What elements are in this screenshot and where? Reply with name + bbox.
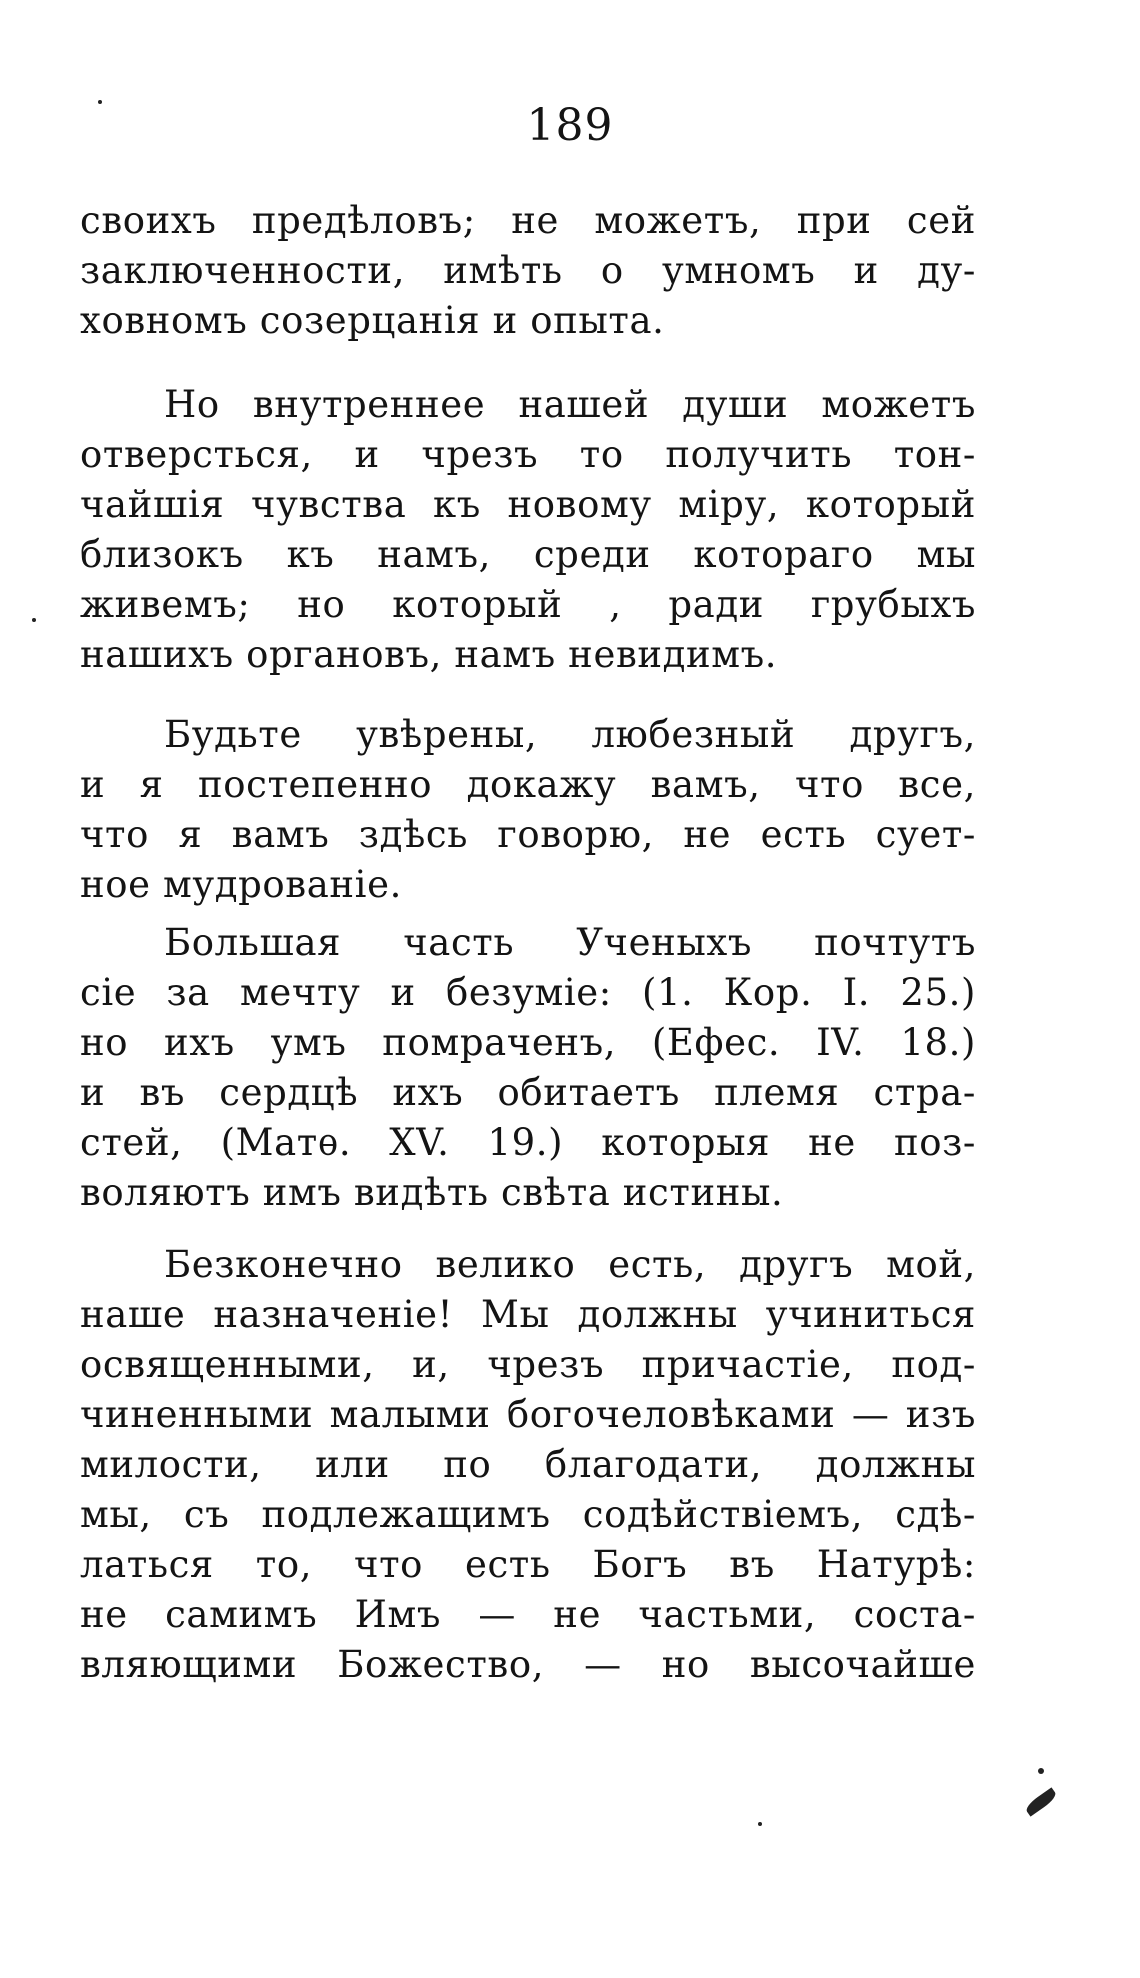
text-line: вляющими Божество, — но высочайше bbox=[80, 1643, 976, 1686]
text-line: чиненными малыми богочеловѣками — изъ bbox=[80, 1393, 976, 1436]
text-line: но ихъ умъ помраченъ, (Ефес. IV. 18.) bbox=[80, 1021, 976, 1064]
text-line: Но внутреннее нашей души можетъ bbox=[164, 383, 976, 426]
ink-speck bbox=[758, 1822, 762, 1826]
ink-speck bbox=[98, 100, 102, 104]
ink-speck bbox=[32, 618, 36, 622]
ink-mark bbox=[1024, 1787, 1059, 1816]
page-number: 189 bbox=[526, 100, 614, 151]
text-line: мы, съ подлежащимъ содѣйствіемъ, сдѣ- bbox=[80, 1493, 976, 1536]
paragraph-5 bbox=[80, 1240, 976, 1690]
text-line: чайшія чувства къ новому міру, который bbox=[80, 483, 976, 526]
text-line: милости, или по благодати, должны bbox=[80, 1443, 976, 1486]
text-line: заключенности, имѣть о умномъ и ду- bbox=[80, 249, 976, 292]
text-line: освященными, и, чрезъ причастіе, под- bbox=[80, 1343, 976, 1386]
text-line: своихъ предѣловъ; не можетъ, при сей bbox=[80, 199, 976, 242]
text-line: ховномъ созерцанія и опыта. bbox=[80, 299, 665, 342]
text-line: Большая часть Ученыхъ почтутъ bbox=[164, 921, 976, 964]
ink-speck bbox=[1038, 1768, 1044, 1774]
text-line: и я постепенно докажу вамъ, что все, bbox=[80, 763, 976, 806]
text-line: не самимъ Имъ — не частьми, соста- bbox=[80, 1593, 976, 1636]
text-line: латься то, что есть Богъ въ Натурѣ: bbox=[80, 1543, 976, 1586]
text-line: воляютъ имъ видѣть свѣта истины. bbox=[80, 1171, 784, 1214]
text-line: стей, (Матѳ. XV. 19.) которыя не поз- bbox=[80, 1121, 976, 1164]
text-line: отверсться, и чрезъ то получить тон- bbox=[80, 433, 976, 476]
text-line: близокъ къ намъ, среди котораго мы bbox=[80, 533, 976, 576]
text-line: нашихъ органовъ, намъ невидимъ. bbox=[80, 633, 778, 676]
text-line: ное мудрованіе. bbox=[80, 863, 402, 906]
paragraph-3 bbox=[80, 710, 976, 910]
text-line: Будьте увѣрены, любезный другъ, bbox=[164, 713, 976, 756]
paragraph-1 bbox=[80, 196, 976, 346]
text-line: и въ сердцѣ ихъ обитаетъ племя стра- bbox=[80, 1071, 976, 1114]
paragraph-2 bbox=[80, 380, 976, 680]
text-line: наше назначеніе! Мы должны учиниться bbox=[80, 1293, 976, 1336]
text-line: Безконечно велико есть, другъ мой, bbox=[164, 1243, 976, 1286]
text-line: что я вамъ здѣсь говорю, не есть сует- bbox=[80, 813, 976, 856]
text-line: сіе за мечту и безуміе: (1. Кор. I. 25.) bbox=[80, 971, 976, 1014]
text-line: живемъ; но который , ради грубыхъ bbox=[80, 583, 976, 626]
paragraph-4 bbox=[80, 918, 976, 1218]
